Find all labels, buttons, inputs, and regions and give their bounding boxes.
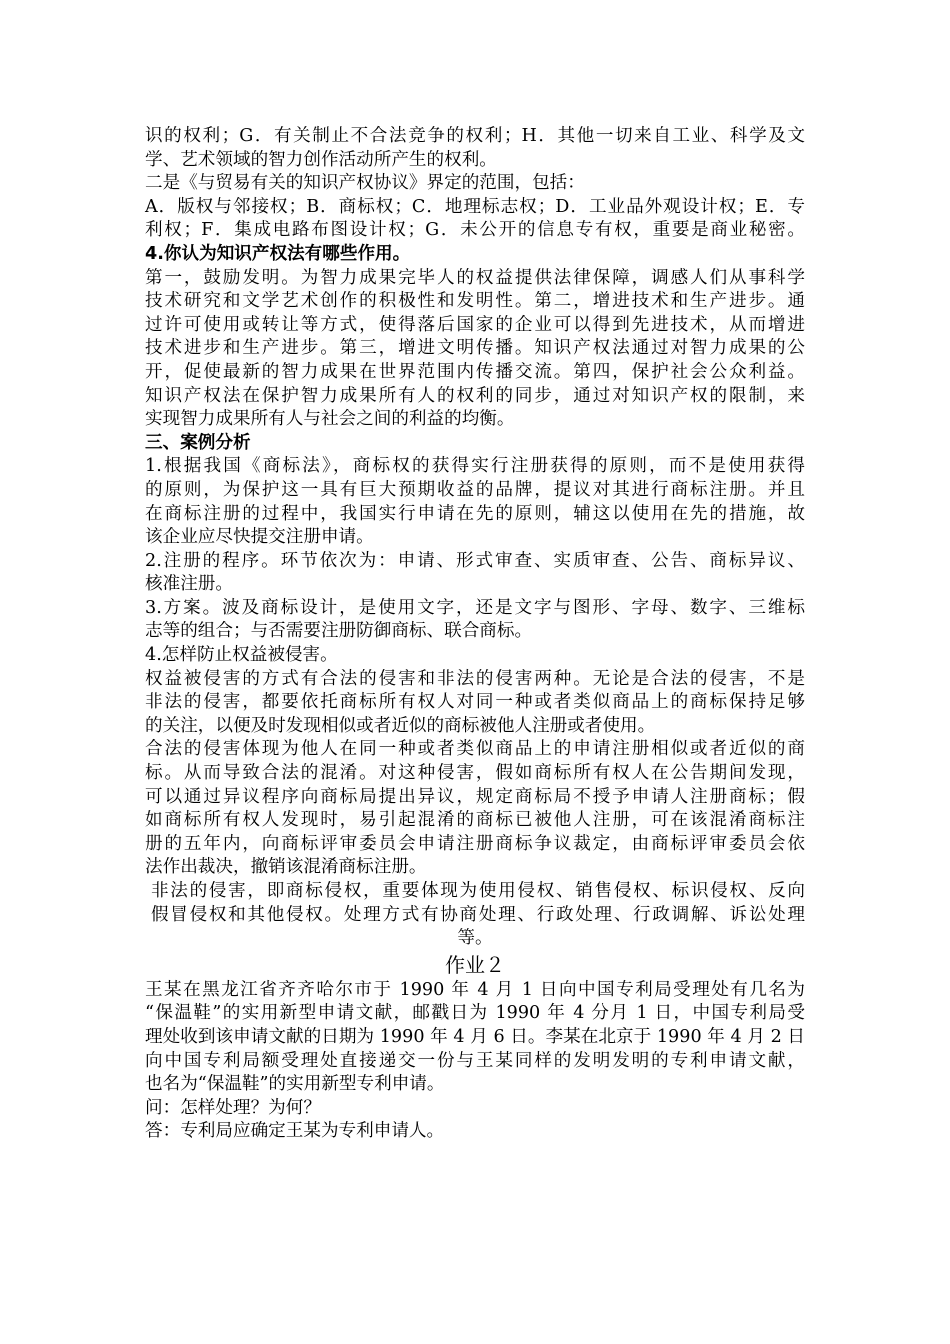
text-line: 册的五年内，向商标评审委员会申请注册商标争议裁定，由商标评审委员会依 [145, 833, 805, 854]
text-line: 过许可使用或转让等方式，使得落后国家的企业可以得到先进技术，从而增进 [145, 314, 805, 335]
question-heading: 4.你认为知识产权法有哪些作用。 [145, 243, 411, 264]
text-line: 志等的组合；与否需要注册防御商标、联合商标。 [145, 621, 533, 642]
text-line: 1.根据我国《商标法》，商标权的获得实行注册获得的原则，而不是使用获得 [145, 456, 805, 477]
text-line: 学、艺术领域的智力创作活动所产生的权利。 [145, 149, 497, 170]
assignment-title: 作业２ [445, 952, 505, 977]
text-line: 可以通过异议程序向商标局提出异议，规定商标局不授予申请人注册商标；假 [145, 786, 805, 807]
text-line: A．版权与邻接权；B．商标权；C．地理标志权；D．工业品外观设计权；E．专 [145, 196, 805, 217]
text-line: 2.注册的程序。环节依次为：申请、形式审查、实质审查、公告、商标异议、 [145, 550, 805, 571]
text-line: 也名为“保温鞋”的实用新型专利申请。 [145, 1074, 445, 1095]
text-line: 技术进步和生产进步。第三，增进文明传播。知识产权法通过对智力成果的公 [145, 338, 805, 359]
text-line: 标。从而导致合法的混淆。对这种侵害，假如商标所有权人在公告期间发现， [145, 763, 805, 784]
text-line: 假冒侵权和其他侵权。处理方式有协商处理、行政处理、行政调解、诉讼处理 [151, 904, 805, 925]
text-line: 合法的侵害体现为他人在同一种或者类似商品上的申请注册相似或者近似的商 [145, 739, 805, 760]
question-line: 问：怎样处理？为何？ [145, 1097, 321, 1118]
text-line: 该企业应尽快提交注册申请。 [145, 527, 374, 548]
text-line: 理处收到该申请文献的日期为 1990 年 4 月 6 日。李某在北京于 1990 年 4 月 2 日 [145, 1026, 805, 1047]
text-line: 4.怎样防止权益被侵害。 [145, 645, 338, 666]
text-line: 在商标注册的过程中，我国实行申请在先的原则，辅这以使用在先的措施，故 [145, 503, 805, 524]
text-line: 二是《与贸易有关的知识产权协议》界定的范围，包括： [145, 173, 585, 194]
text-line: 王某在黑龙江省齐齐哈尔市于 1990 年 4 月 1 日向中国专利局受理处有几名为 [145, 979, 805, 1000]
text-line: 的关注，以便及时发现相似或者近似的商标被他人注册或者使用。 [145, 715, 656, 736]
text-line: 非法的侵害，都要依托商标所有权人对同一种或者类似商品上的商标保持足够 [145, 692, 805, 713]
text-line: 等。 [457, 928, 493, 949]
section-heading: 三、案例分析 [145, 432, 251, 453]
text-line: 开，促使最新的智力成果在世界范围内传播交流。第四，保护社会公众利益。 [145, 361, 805, 382]
text-line: 第一，鼓励发明。为智力成果完毕人的权益提供法律保障，调感人们从事科学 [145, 267, 805, 288]
text-line: 权益被侵害的方式有合法的侵害和非法的侵害两种。无论是合法的侵害，不是 [145, 668, 805, 689]
document-body [145, 125, 805, 1144]
text-line: 利权；F．集成电路布图设计权；G．未公开的信息专有权，重要是商业秘密。 [145, 220, 805, 241]
text-line: 核准注册。 [145, 574, 233, 595]
text-line: 实现智力成果所有人与社会之间的利益的均衡。 [145, 409, 515, 430]
text-line: “保温鞋”的实用新型申请文献，邮戳日为 1990 年 4 分月 1 日，中国专利局受 [145, 1003, 805, 1024]
text-line: 如商标所有权人发现时，易引起混淆的商标已被他人注册，可在该混淆商标注 [145, 810, 805, 831]
text-line: 知识产权法在保护智力成果所有人的权利的同步，通过对知识产权的限制，来 [145, 385, 805, 406]
text-line: 3.方案。波及商标设计，是使用文字，还是文字与图形、字母、数字、三维标 [145, 597, 805, 618]
text-line: 法作出裁决，撤销该混淆商标注册。 [145, 857, 427, 878]
text-line: 技术研究和文学艺术创作的积极性和发明性。第二，增进技术和生产进步。通 [145, 291, 805, 312]
text-line: 向中国专利局额受理处直接递交一份与王某同样的发明发明的专利申请文献， [145, 1050, 805, 1071]
text-line: 非法的侵害，即商标侵权，重要体现为使用侵权、销售侵权、标识侵权、反向 [151, 881, 805, 901]
text-line: 的原则，为保护这一具有巨大预期收益的品牌，提议对其进行商标注册。并且 [145, 479, 805, 500]
text-line: 识的权利；G．有关制止不合法竞争的权利；H．其他一切来自工业、科学及文 [145, 126, 805, 146]
answer-line: 答：专利局应确定王某为专利申请人。 [145, 1121, 445, 1142]
